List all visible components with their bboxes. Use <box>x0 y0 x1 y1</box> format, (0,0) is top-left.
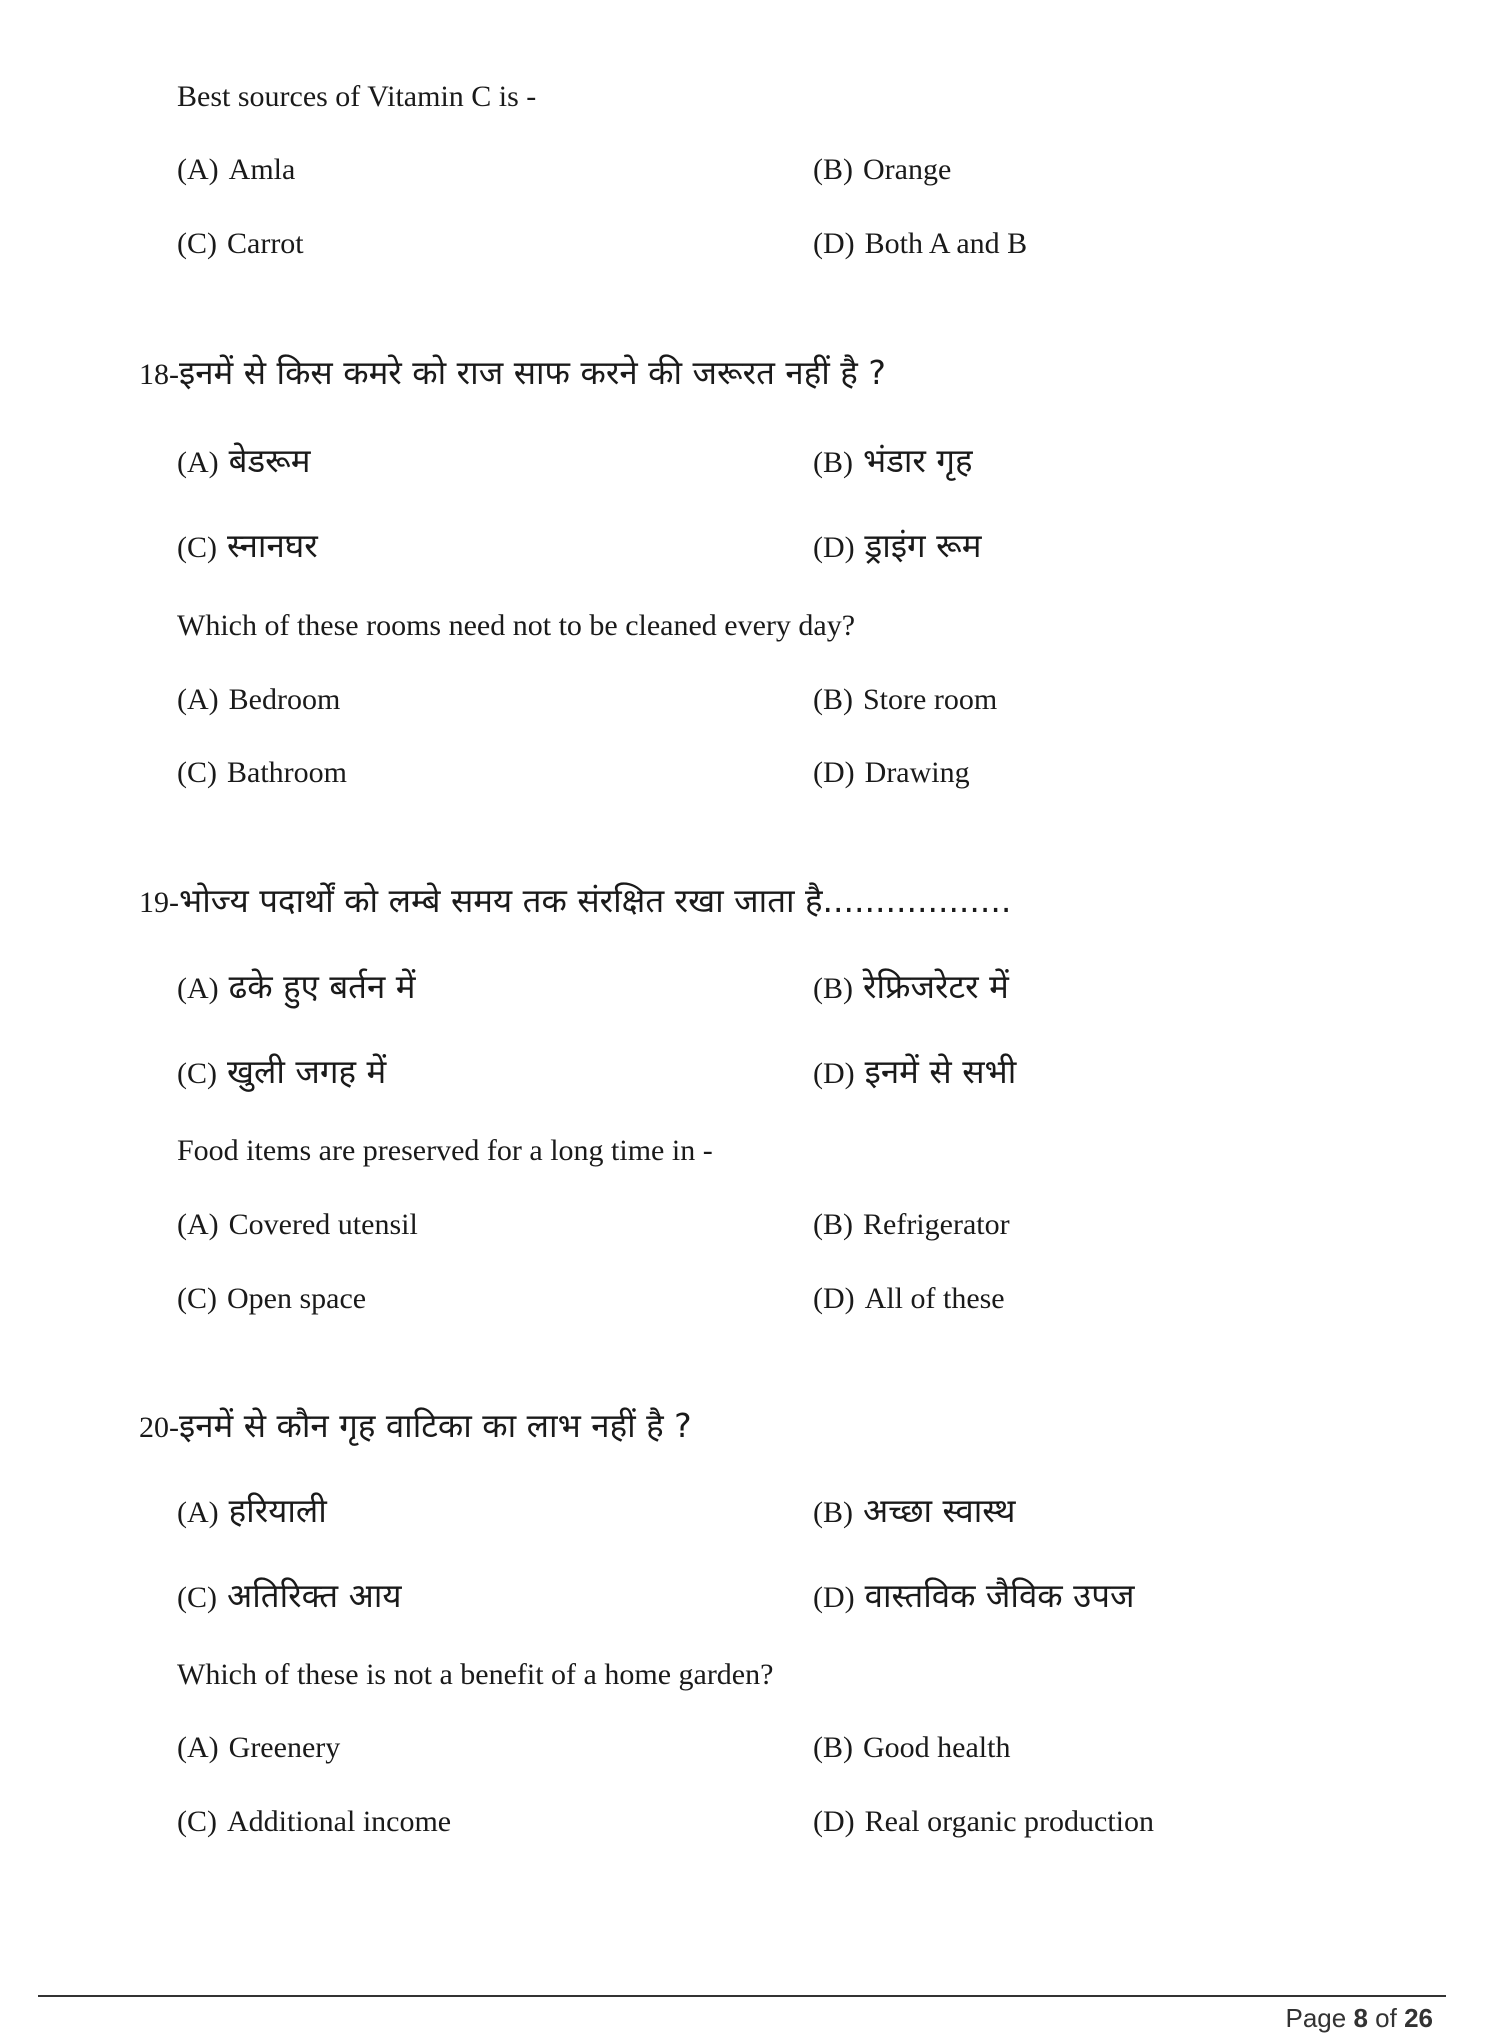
option-text: All of these <box>864 1282 1005 1315</box>
option-text: बेडरूम <box>228 441 311 480</box>
option-text: Orange <box>863 153 952 186</box>
option-text: रेफ्रिजरेटर में <box>863 967 1009 1006</box>
option-b <box>813 437 973 482</box>
option-label: (C) <box>177 1805 217 1838</box>
option-label: (D) <box>813 1282 855 1315</box>
option-text: ढके हुए बर्तन में <box>228 967 416 1006</box>
question-18-hi <box>139 349 886 394</box>
option-text: Refrigerator <box>863 1208 1010 1241</box>
option-text: खुली जगह में <box>227 1052 387 1091</box>
footer-divider <box>38 1995 1446 1997</box>
option-text: Carrot <box>227 227 304 260</box>
option-text: Greenery <box>228 1731 341 1764</box>
option-label: (B) <box>813 1208 853 1241</box>
option-text: Real organic production <box>864 1805 1155 1838</box>
option-b <box>813 963 1009 1008</box>
question-number: 18- <box>139 358 179 391</box>
question-number: 19- <box>139 886 179 919</box>
option-label: (D) <box>813 531 855 564</box>
option-text: Drawing <box>864 756 970 789</box>
option-label: (D) <box>813 1581 855 1614</box>
option-label: (C) <box>177 531 217 564</box>
option-label: (B) <box>813 972 853 1005</box>
option-label: (B) <box>813 446 853 479</box>
question-text-en: Which of these rooms need not to be cleaned every day? <box>177 609 856 642</box>
option-label: (A) <box>177 683 219 716</box>
option-a <box>177 437 311 482</box>
option-d <box>813 756 970 790</box>
option-b <box>813 1487 1016 1532</box>
option-c <box>177 1282 366 1316</box>
option-text: इनमें से सभी <box>864 1052 1017 1091</box>
option-text: Bedroom <box>228 683 341 716</box>
option-text: Covered utensil <box>228 1208 418 1241</box>
option-label: (A) <box>177 972 219 1005</box>
option-text: अच्छा स्वास्थ <box>863 1491 1016 1530</box>
option-label: (A) <box>177 1208 219 1241</box>
option-a <box>177 1731 340 1765</box>
option-d <box>813 227 1027 261</box>
option-c <box>177 756 347 790</box>
question-text-hi: भोज्य पदार्थों को लम्बे समय तक संरक्षित रखा जाता है.................. <box>179 881 1012 920</box>
option-text: Good health <box>863 1731 1011 1764</box>
page-prefix: Page <box>1285 2003 1347 2033</box>
option-c <box>177 522 318 567</box>
option-label: (C) <box>177 1581 217 1614</box>
option-label: (B) <box>813 683 853 716</box>
question-text-en: Which of these is not a benefit of a home garden? <box>177 1658 774 1691</box>
option-b <box>813 683 997 717</box>
question-number: 20- <box>139 1411 179 1444</box>
option-text: हरियाली <box>228 1491 327 1530</box>
page-total: 26 <box>1404 2003 1433 2033</box>
option-text: Additional income <box>227 1805 452 1838</box>
option-label: (B) <box>813 1731 853 1764</box>
option-text: Amla <box>228 153 296 186</box>
option-text: Bathroom <box>227 756 347 789</box>
option-c <box>177 227 304 261</box>
option-label: (C) <box>177 1282 217 1315</box>
option-text: अतिरिक्त आय <box>227 1576 402 1615</box>
option-label: (B) <box>813 153 853 186</box>
option-label: (A) <box>177 446 219 479</box>
option-b <box>813 153 951 187</box>
option-text: ड्राइंग रूम <box>864 526 982 565</box>
question-19-hi <box>139 877 1011 922</box>
option-d <box>813 1572 1134 1617</box>
option-c <box>177 1048 386 1093</box>
option-text: भंडार गृह <box>863 441 973 480</box>
option-label: (D) <box>813 1805 855 1838</box>
option-text: Open space <box>227 1282 367 1315</box>
option-d <box>813 522 982 567</box>
option-a <box>177 153 295 187</box>
option-label: (D) <box>813 227 855 260</box>
option-label: (B) <box>813 1496 853 1529</box>
option-label: (C) <box>177 1057 217 1090</box>
option-d <box>813 1805 1154 1839</box>
option-text: वास्तविक जैविक उपज <box>864 1576 1135 1615</box>
option-b <box>813 1731 1010 1765</box>
option-a <box>177 1487 327 1532</box>
question-text-hi: इनमें से किस कमरे को राज साफ करने की जरूरत नहीं है ? <box>179 353 886 392</box>
option-label: (D) <box>813 756 855 789</box>
page-current: 8 <box>1353 2003 1368 2033</box>
option-a <box>177 963 416 1008</box>
question-text-en: Best sources of Vitamin C is - <box>177 80 537 113</box>
option-b <box>813 1208 1010 1242</box>
option-label: (A) <box>177 153 219 186</box>
option-label: (A) <box>177 1731 219 1764</box>
option-d <box>813 1282 1005 1316</box>
option-label: (A) <box>177 1496 219 1529</box>
page-of: of <box>1375 2003 1397 2033</box>
question-text-hi: इनमें से कौन गृह वाटिका का लाभ नहीं है ? <box>179 1406 692 1445</box>
option-text: स्नानघर <box>227 526 318 565</box>
page-number <box>1285 2003 1433 2034</box>
question-text-en: Food items are preserved for a long time in - <box>177 1134 713 1167</box>
option-a <box>177 683 340 717</box>
option-c <box>177 1572 401 1617</box>
option-label: (C) <box>177 227 217 260</box>
question-20-hi <box>139 1402 692 1447</box>
option-c <box>177 1805 451 1839</box>
option-label: (C) <box>177 756 217 789</box>
option-d <box>813 1048 1016 1093</box>
option-text: Store room <box>863 683 998 716</box>
option-label: (D) <box>813 1057 855 1090</box>
option-a <box>177 1208 418 1242</box>
option-text: Both A and B <box>864 227 1028 260</box>
